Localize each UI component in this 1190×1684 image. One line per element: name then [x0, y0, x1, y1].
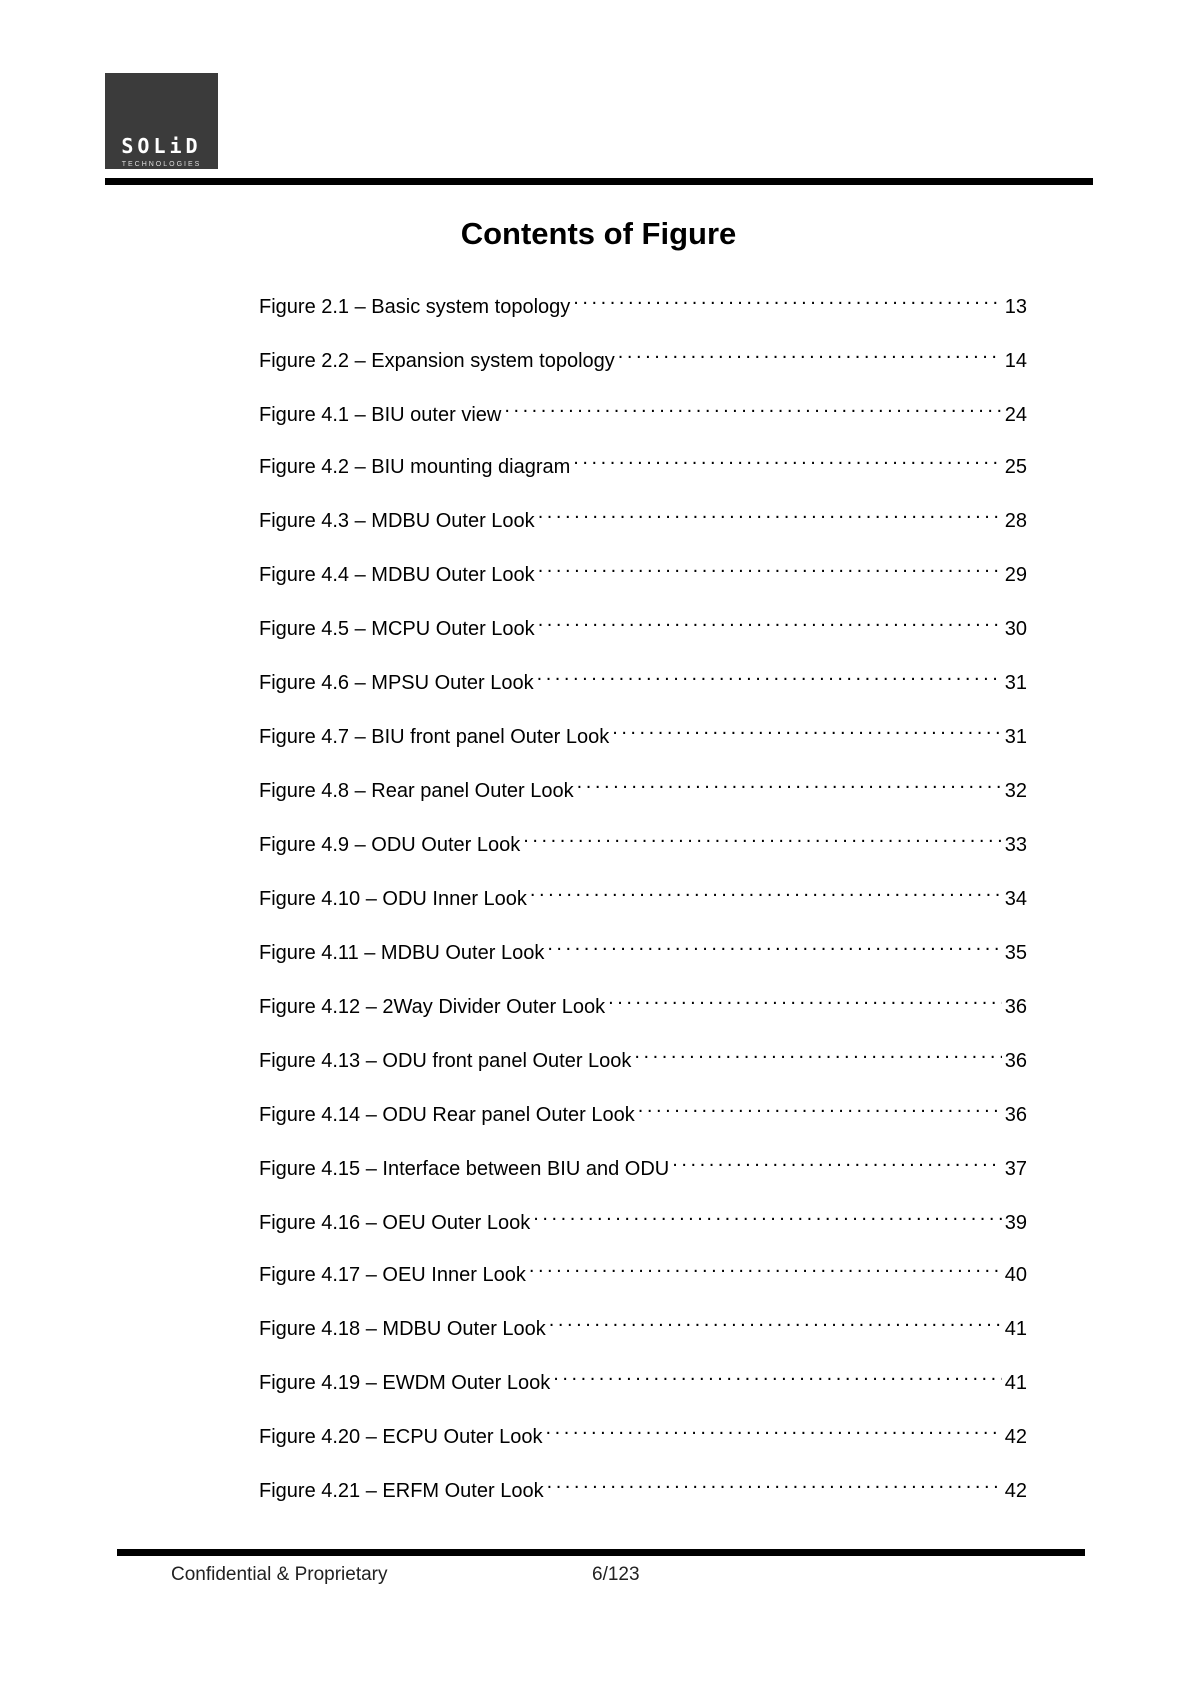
header-rule [105, 178, 1093, 185]
toc-dot-leader [573, 443, 1001, 473]
toc-entry-label: Figure 4.10 – ODU Inner Look [259, 888, 527, 910]
footer-confidential: Confidential & Proprietary [171, 1564, 388, 1585]
toc-entry[interactable] [259, 1305, 1027, 1340]
toc-entry-page: 36 [1004, 1050, 1027, 1072]
logo-name: SOLiD [121, 134, 202, 158]
toc-entry[interactable] [259, 821, 1027, 856]
toc-entry-label: Figure 4.17 – OEU Inner Look [259, 1264, 526, 1286]
toc-entry-page: 42 [1004, 1480, 1027, 1502]
toc-dot-leader [634, 1037, 1001, 1067]
toc-entry[interactable] [259, 1467, 1027, 1502]
toc-entry-label: Figure 4.15 – Interface between BIU and ODU [259, 1158, 670, 1180]
toc-entry-label: Figure 4.20 – ECPU Outer Look [259, 1426, 543, 1448]
toc-dot-leader [638, 1091, 1002, 1121]
toc-entry-page: 36 [1004, 996, 1027, 1018]
toc-entry[interactable] [259, 713, 1027, 748]
logo-subtitle: TECHNOLOGIES [121, 161, 202, 168]
toc-entry-label: Figure 4.16 – OEU Outer Look [259, 1212, 531, 1234]
toc-entry-page: 13 [1004, 296, 1027, 318]
toc-entry[interactable] [259, 1037, 1027, 1072]
toc-entry[interactable] [259, 391, 1027, 426]
toc-entry-page: 39 [1004, 1212, 1027, 1234]
toc-entry-page: 41 [1004, 1318, 1027, 1340]
toc-dot-leader [672, 1145, 1002, 1175]
toc-entry-label: Figure 2.1 – Basic system topology [259, 296, 571, 318]
toc-entry-page: 37 [1004, 1158, 1027, 1180]
toc-entry-label: Figure 4.3 – MDBU Outer Look [259, 510, 535, 532]
toc-entry[interactable] [259, 605, 1027, 640]
toc-entry-label: Figure 4.5 – MCPU Outer Look [259, 618, 535, 640]
toc-dot-leader [547, 929, 1001, 959]
toc-entry-label: Figure 4.7 – BIU front panel Outer Look [259, 726, 610, 748]
toc-entry-page: 14 [1004, 350, 1027, 372]
toc-dot-leader [538, 497, 1002, 527]
toc-entry[interactable] [259, 443, 1027, 478]
toc-entry-label: Figure 4.2 – BIU mounting diagram [259, 456, 571, 478]
toc-entry-page: 41 [1004, 1372, 1027, 1394]
toc-entry-label: Figure 4.6 – MPSU Outer Look [259, 672, 534, 694]
footer-page-number: 6/123 [592, 1564, 640, 1585]
toc-entry[interactable] [259, 551, 1027, 586]
toc-dot-leader [553, 1359, 1002, 1389]
toc-entry[interactable] [259, 875, 1027, 910]
toc-dot-leader [577, 767, 1002, 797]
toc-dot-leader [538, 551, 1002, 581]
toc-entry-label: Figure 4.9 – ODU Outer Look [259, 834, 521, 856]
toc-entry[interactable] [259, 983, 1027, 1018]
toc-entry[interactable] [259, 1145, 1027, 1180]
toc-entry-page: 35 [1004, 942, 1027, 964]
toc-entry[interactable] [259, 337, 1027, 372]
toc-dot-leader [612, 713, 1002, 743]
toc-dot-leader [618, 337, 1002, 367]
toc-entry-label: Figure 4.21 – ERFM Outer Look [259, 1480, 544, 1502]
toc-entry[interactable] [259, 1251, 1027, 1286]
footer-rule [117, 1549, 1085, 1556]
toc-entry[interactable] [259, 767, 1027, 802]
toc-entry-label: Figure 4.12 – 2Way Divider Outer Look [259, 996, 606, 1018]
toc-entry[interactable] [259, 1359, 1027, 1394]
toc-entry-label: Figure 4.11 – MDBU Outer Look [259, 942, 545, 964]
toc-dot-leader [538, 605, 1002, 635]
toc-entry-label: Figure 4.1 – BIU outer view [259, 404, 502, 426]
toc-entry-page: 29 [1004, 564, 1027, 586]
toc-entry-label: Figure 4.13 – ODU front panel Outer Look [259, 1050, 632, 1072]
toc-dot-leader [533, 1199, 1002, 1229]
toc-entry-page: 25 [1004, 456, 1027, 478]
toc-entry-page: 30 [1004, 618, 1027, 640]
toc-dot-leader [504, 391, 1001, 421]
toc-dot-leader [529, 1251, 1002, 1281]
toc-entry-page: 33 [1004, 834, 1027, 856]
toc-entry-page: 36 [1004, 1104, 1027, 1126]
toc-dot-leader [547, 1467, 1002, 1497]
page-title: Contents of Figure [460, 216, 737, 251]
toc-dot-leader [530, 875, 1002, 905]
toc-entry-page: 34 [1004, 888, 1027, 910]
toc-dot-leader [549, 1305, 1002, 1335]
toc-entry-label: Figure 4.4 – MDBU Outer Look [259, 564, 535, 586]
toc-entry[interactable] [259, 929, 1027, 964]
toc-entry[interactable] [259, 1091, 1027, 1126]
toc-dot-leader [537, 659, 1002, 689]
toc-entry-page: 24 [1004, 404, 1027, 426]
toc-dot-leader [545, 1413, 1001, 1443]
toc-dot-leader [573, 283, 1001, 313]
toc-entry-page: 31 [1004, 672, 1027, 694]
toc-entry-label: Figure 4.8 – Rear panel Outer Look [259, 780, 574, 802]
toc-entry-page: 28 [1004, 510, 1027, 532]
toc-entry[interactable] [259, 497, 1027, 532]
toc-entry-label: Figure 4.14 – ODU Rear panel Outer Look [259, 1104, 635, 1126]
toc-dot-leader [523, 821, 1002, 851]
toc-entry-label: Figure 2.2 – Expansion system topology [259, 350, 615, 372]
toc-entry-page: 42 [1004, 1426, 1027, 1448]
toc-entry[interactable] [259, 1199, 1027, 1234]
company-logo [105, 73, 218, 169]
toc-entry-page: 32 [1004, 780, 1027, 802]
toc-entry-label: Figure 4.19 – EWDM Outer Look [259, 1372, 551, 1394]
toc-entry[interactable] [259, 1413, 1027, 1448]
toc-entry-page: 40 [1004, 1264, 1027, 1286]
toc-entry[interactable] [259, 283, 1027, 318]
toc-entry[interactable] [259, 659, 1027, 694]
toc-entry-page: 31 [1004, 726, 1027, 748]
toc-dot-leader [608, 983, 1002, 1013]
toc-entry-label: Figure 4.18 – MDBU Outer Look [259, 1318, 546, 1340]
